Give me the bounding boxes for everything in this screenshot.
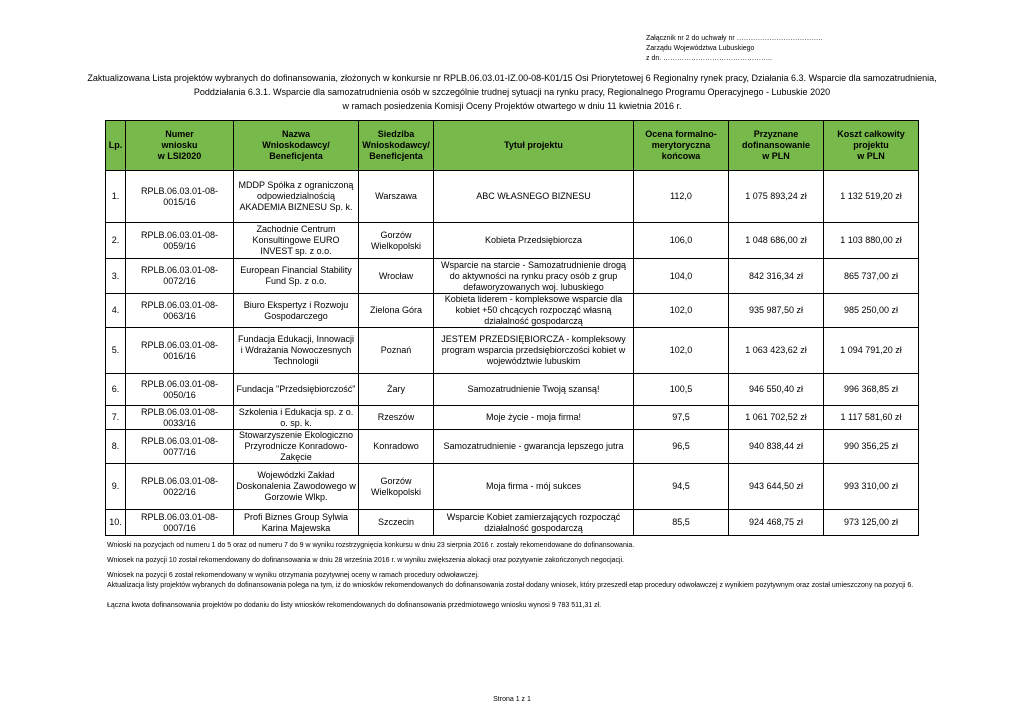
title-line-1: Zaktualizowana Lista projektów wybranych do dofinansowania, złożonych w konkursie nr RPLB.06.03.01-IZ.00-08-K01/15 Osi Priorytetowej 6 Regionalny rynek pracy, Działania 6.3. Wsparcie dla samozatrudnienia, [87,73,937,83]
cell-applicant: Szkolenia i Edukacja sp. z o. o. sp. k. [234,406,359,430]
table-row [106,328,919,374]
cell-lp: 10. [106,510,126,536]
cell-applicant: Fundacja Edukacji, Innowacji i Wdrażania Nowoczesnych Technologii [234,328,359,374]
cell-granted: 1 061 702,52 zł [729,406,824,430]
cell-applicant: Stowarzyszenie Ekologiczno Przyrodnicze Konradowo-Zakęcie [234,430,359,464]
cell-seat: Żary [359,374,434,406]
cell-total: 1 132 519,20 zł [824,171,919,223]
cell-seat: Wrocław [359,259,434,294]
cell-total: 996 368,85 zł [824,374,919,406]
table-row [106,171,919,223]
cell-project-title: JESTEM PRZEDSIĘBIORCZA - kompleksowy program wsparcia przedsiębiorczości kobiet w województwie lubuskim [434,328,634,374]
note-4: Aktualizacja listy projektów wybranych do dofinansowania polega na tym, iż do wniosków rekomendowanych do dofinansowania został dodany wniosek, który przeszedł etap procedury odwoławczej z wynikiem pozytywnym oraz został umieszczony na pozycji 6. [107,582,914,589]
cell-number: RPLB.06.03.01-08-0007/16 [126,510,234,536]
cell-seat: Konradowo [359,430,434,464]
cell-lp: 7. [106,406,126,430]
cell-granted: 940 838,44 zł [729,430,824,464]
cell-number: RPLB.06.03.01-08-0059/16 [126,223,234,259]
table-row [106,406,919,430]
cell-seat: Zielona Góra [359,294,434,328]
attachment-line-1: Załącznik nr 2 do uchwały nr ………………………………. [646,35,823,42]
cell-score: 104,0 [634,259,729,294]
note-5: Łączna kwota dofinansowania projektów po dodaniu do listy wniosków rekomendowanych do dofinansowania przedmiotowego wniosku wynosi 9 783 511,31 zł. [107,602,602,609]
document-title [60,71,964,113]
cell-project-title: ABC WŁASNEGO BIZNESU [434,171,634,223]
table-row [106,294,919,328]
header-project-title: Tytuł projektu [434,121,634,171]
table-row [106,259,919,294]
cell-total: 1 117 581,60 zł [824,406,919,430]
cell-number: RPLB.06.03.01-08-0072/16 [126,259,234,294]
cell-applicant: Wojewódzki Zakład Doskonalenia Zawodowego w Gorzowie Wlkp. [234,464,359,510]
cell-number: RPLB.06.03.01-08-0015/16 [126,171,234,223]
header-score: Ocena formalno- merytoryczna końcowa [634,121,729,171]
cell-seat: Warszawa [359,171,434,223]
cell-score: 85,5 [634,510,729,536]
table-row [106,223,919,259]
cell-project-title: Samozatrudnienie - gwarancja lepszego jutra [434,430,634,464]
cell-granted: 935 987,50 zł [729,294,824,328]
attachment-note [646,34,823,64]
cell-granted: 842 316,34 zł [729,259,824,294]
cell-total: 985 250,00 zł [824,294,919,328]
attachment-line-2: Zarządu Województwa Lubuskiego [646,45,755,52]
note-1: Wnioski na pozycjach od numeru 1 do 5 oraz od numeru 7 do 9 w wyniku rozstrzygnięcia konkursu w dniu 23 sierpnia 2016 r. zostały rekomendowane do dofinansowania. [107,542,635,549]
cell-applicant: Profi Biznes Group Sylwia Karina Majewska [234,510,359,536]
cell-score: 94,5 [634,464,729,510]
cell-number: RPLB.06.03.01-08-0033/16 [126,406,234,430]
cell-score: 96,5 [634,430,729,464]
cell-project-title: Kobieta liderem - kompleksowe wsparcie dla kobiet +50 chcących rozpocząć własną działalność gospodarczą [434,294,634,328]
cell-applicant: MDDP Spółka z ograniczoną odpowiedzialnością AKADEMIA BIZNESU Sp. k. [234,171,359,223]
cell-lp: 4. [106,294,126,328]
cell-seat: Szczecin [359,510,434,536]
header-granted-funding: Przyznane dofinansowanie w PLN [729,121,824,171]
cell-number: RPLB.06.03.01-08-0063/16 [126,294,234,328]
cell-total: 1 094 791,20 zł [824,328,919,374]
cell-granted: 1 048 686,00 zł [729,223,824,259]
cell-project-title: Wsparcie na starcie - Samozatrudnienie drogą do aktywności na rynku pracy osób z grup defaworyzowanych woj. lubuskiego [434,259,634,294]
cell-seat: Gorzów Wielkopolski [359,223,434,259]
header-applicant-name: Nazwa Wnioskodawcy/ Beneficjenta [234,121,359,171]
cell-applicant: European Financial Stability Fund Sp. z o.o. [234,259,359,294]
title-line-2: Poddziałania 6.3.1. Wsparcie dla samozatrudnienia osób w szczególnie trudnej sytuacji na rynku pracy, Regionalnego Programu Operacyjnego - Lubuskie 2020 [193,87,831,97]
title-line-3: w ramach posiedzenia Komisji Oceny Projektów otwartego w dniu 11 kwietnia 2016 r. [342,101,682,111]
cell-applicant: Zachodnie Centrum Konsultingowe EURO INVEST sp. z o.o. [234,223,359,259]
cell-granted: 924 468,75 zł [729,510,824,536]
note-3: Wniosek na pozycji 6 został rekomendowany w wyniku otrzymania pozytywnej oceny w ramach procedury odwoławczej. [107,572,479,579]
page-footer: Strona 1 z 1 [493,696,531,703]
cell-number: RPLB.06.03.01-08-0022/16 [126,464,234,510]
attachment-line-3: z dn. ……………………………………….. [646,55,773,62]
cell-lp: 3. [106,259,126,294]
cell-project-title: Kobieta Przedsiębiorcza [434,223,634,259]
cell-score: 102,0 [634,294,729,328]
cell-score: 102,0 [634,328,729,374]
cell-project-title: Moje życie - moja firma! [434,406,634,430]
cell-seat: Poznań [359,328,434,374]
table-row [106,374,919,406]
cell-lp: 5. [106,328,126,374]
cell-total: 993 310,00 zł [824,464,919,510]
cell-total: 865 737,00 zł [824,259,919,294]
cell-project-title: Moja firma - mój sukces [434,464,634,510]
projects-table [105,120,919,536]
cell-granted: 1 075 893,24 zł [729,171,824,223]
cell-granted: 1 063 423,62 zł [729,328,824,374]
header-applicant-seat: Siedziba Wnioskodawcy/ Beneficjenta [359,121,434,171]
cell-lp: 2. [106,223,126,259]
cell-lp: 1. [106,171,126,223]
notes-section [107,541,922,611]
cell-total: 1 103 880,00 zł [824,223,919,259]
cell-number: RPLB.06.03.01-08-0050/16 [126,374,234,406]
cell-score: 97,5 [634,406,729,430]
cell-total: 973 125,00 zł [824,510,919,536]
cell-project-title: Wsparcie Kobiet zamierzających rozpocząć działalność gospodarczą [434,510,634,536]
header-lp: Lp. [106,121,126,171]
header-total-cost: Koszt całkowity projektu w PLN [824,121,919,171]
table-row [106,464,919,510]
cell-applicant: Biuro Ekspertyz i Rozwoju Gospodarczego [234,294,359,328]
cell-number: RPLB.06.03.01-08-0016/16 [126,328,234,374]
cell-applicant: Fundacja "Przedsiębiorczość" [234,374,359,406]
cell-granted: 946 550,40 zł [729,374,824,406]
table-header-row [106,121,919,171]
table-row [106,430,919,464]
cell-lp: 8. [106,430,126,464]
cell-lp: 9. [106,464,126,510]
cell-seat: Rzeszów [359,406,434,430]
header-application-number: Numer wniosku w LSI2020 [126,121,234,171]
cell-number: RPLB.06.03.01-08-0077/16 [126,430,234,464]
cell-score: 112,0 [634,171,729,223]
cell-score: 100,5 [634,374,729,406]
table-row [106,510,919,536]
cell-seat: Gorzów Wielkopolski [359,464,434,510]
cell-lp: 6. [106,374,126,406]
note-2: Wniosek na pozycji 10 został rekomendowany do dofinansowania w dniu 28 września 2016 r. w wyniku zwiększenia alokacji oraz pozytywnie zakończonych negocjacji. [107,557,625,564]
cell-project-title: Samozatrudnienie Twoją szansą! [434,374,634,406]
cell-granted: 943 644,50 zł [729,464,824,510]
cell-score: 106,0 [634,223,729,259]
cell-total: 990 356,25 zł [824,430,919,464]
